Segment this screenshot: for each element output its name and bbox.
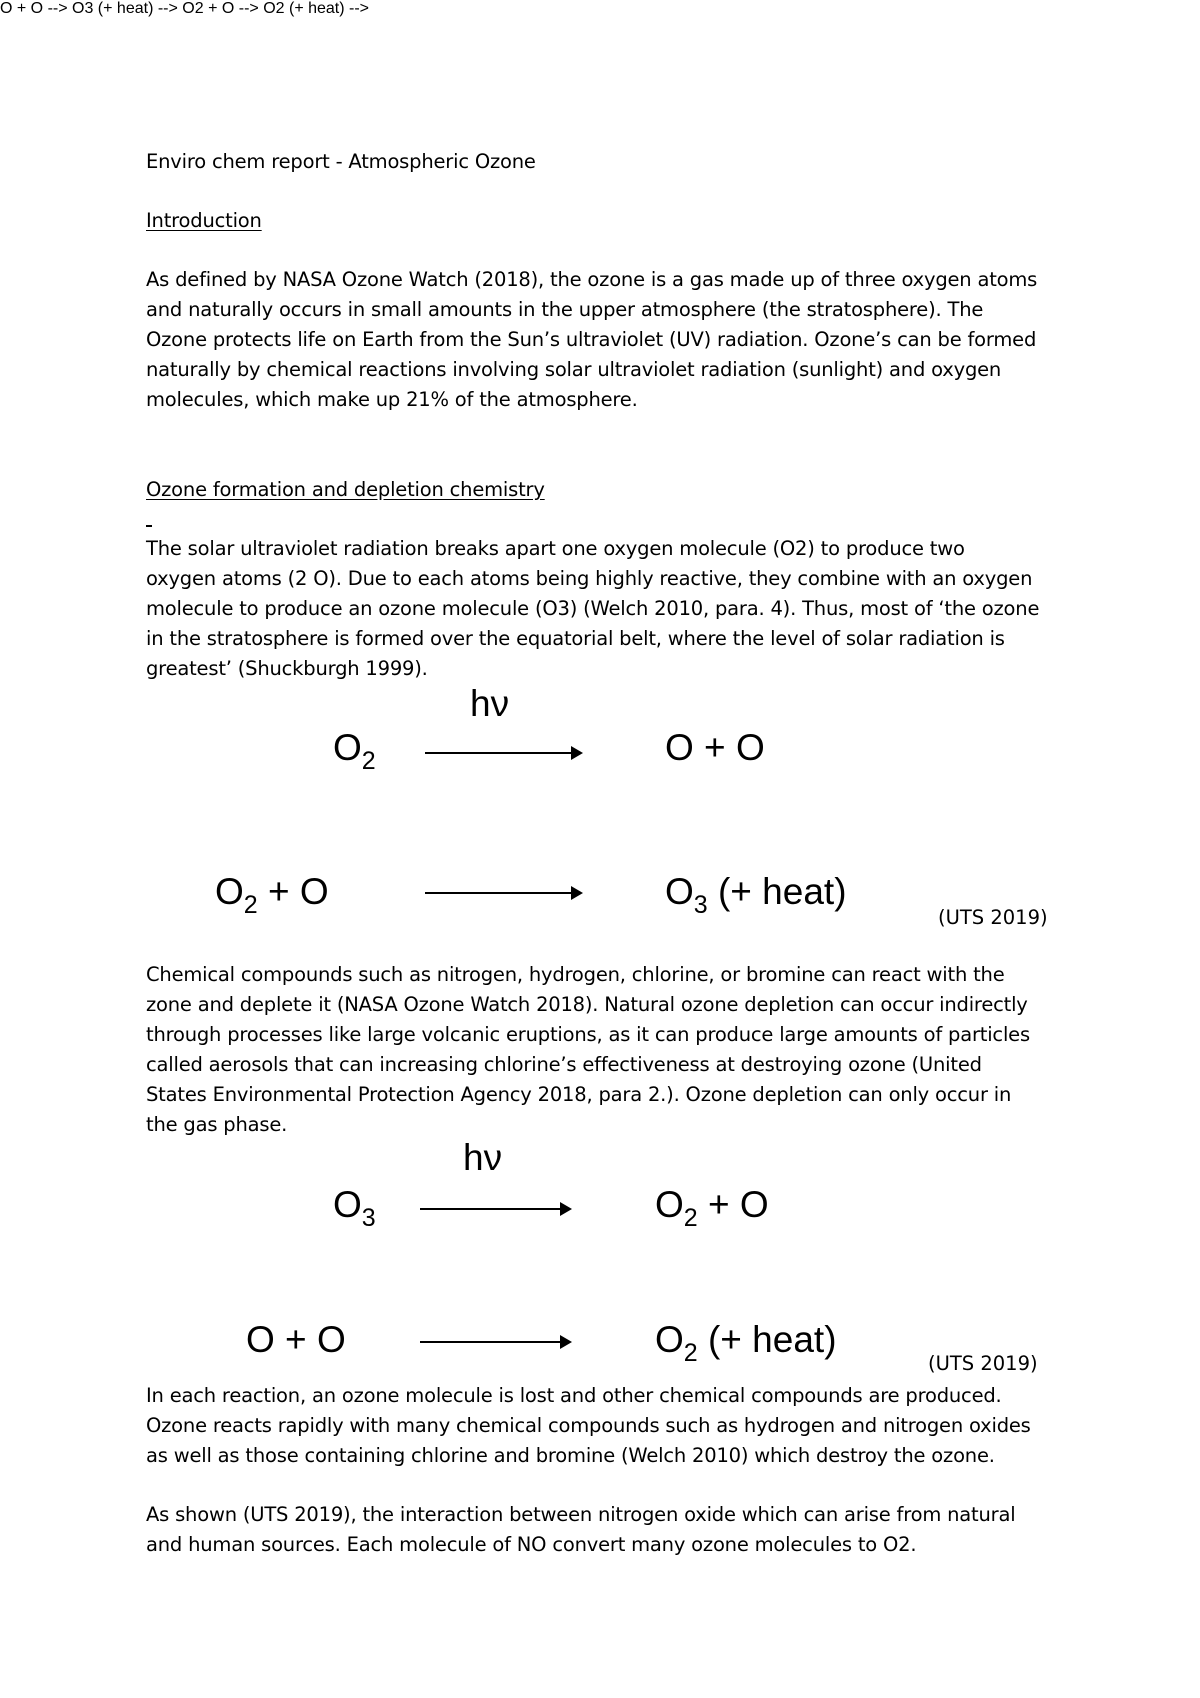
formation-line: molecule to produce an ozone molecule (O3) (Welch 2010, para. 4). Thus, most of ‘the ozone bbox=[146, 597, 1040, 620]
equation-2-left: $O_2 + O$ bbox=[215, 871, 329, 919]
intro-line: molecules, which make up 21% of the atmosphere. bbox=[146, 388, 638, 411]
formation-heading: Ozone formation and depletion chemistry bbox=[146, 478, 545, 501]
equation-3-left: $O_3$ bbox=[333, 1184, 376, 1232]
formation-line: greatest’ (Shuckburgh 1999). bbox=[146, 657, 428, 680]
document-title: Enviro chem report - Atmospheric Ozone bbox=[146, 150, 536, 173]
equation-4-right: $O_2$ (+ heat) bbox=[655, 1319, 837, 1367]
intro-line: naturally by chemical reactions involving solar ultraviolet radiation (sunlight) and oxygen bbox=[146, 358, 1002, 381]
shown-line: As shown (UTS 2019), the interaction between nitrogen oxide which can arise from natural bbox=[146, 1503, 1016, 1526]
reaction-line: In each reaction, an ozone molecule is lost and other chemical compounds are produced. bbox=[146, 1384, 1002, 1407]
heading-dash bbox=[146, 525, 152, 527]
reaction-arrow bbox=[420, 1335, 572, 1349]
formation-line: in the stratosphere is formed over the equatorial belt, where the level of solar radiation is bbox=[146, 627, 1005, 650]
reaction-arrow bbox=[425, 886, 583, 900]
citation-uts: (UTS 2019) bbox=[938, 906, 1048, 929]
depletion-line: zone and deplete it (NASA Ozone Watch 2018). Natural ozone depletion can occur indirectly bbox=[146, 993, 1028, 1016]
equation-1-left: $O_2$ bbox=[333, 727, 376, 775]
depletion-line: the gas phase. bbox=[146, 1113, 288, 1136]
shown-line: and human sources. Each molecule of NO convert many ozone molecules to O2. bbox=[146, 1533, 917, 1556]
equation-3-right: $O_2 + O$ bbox=[655, 1184, 769, 1232]
intro-line: As defined by NASA Ozone Watch (2018), the ozone is a gas made up of three oxygen atoms bbox=[146, 268, 1038, 291]
depletion-line: called aerosols that can increasing chlorine’s effectiveness at destroying ozone (United bbox=[146, 1053, 982, 1076]
document-page: Enviro chem report - Atmospheric Ozone Introduction As defined by NASA Ozone Watch (2018), the ozone is a gas made up of three oxygen atoms and naturally occurs in small amounts in the upper atmosphere (the stratosphere). The Ozone protects life on Earth from the Sun’s ultraviolet (UV) radiation. Ozone’s can be formed naturally by chemical reactions involving solar ultraviolet radiation (sunlight) and oxygen molecules, which make up 21% of the atmosphere. Ozone formation and depletion chemistry The solar ultraviolet radiation breaks apart one oxygen molecule (O2) to produce two oxygen atoms (2 O). Due to each atoms being highly reactive, they combine with an oxygen molecule to produce an ozone molecule (O3) (Welch 2010, para. 4). Thus, most of ‘the ozone in the stratosphere is formed over the equatorial belt, where the level of solar radiation is greatest’ (Shuckburgh 1999). O + O --> hν $O_2$ O + O O3 (+ heat) --> $O_2 + O$ $O_3$ (+ heat) (UTS 2019) Chemical compounds such as nitrogen, hydrogen, chlorine, or bromine can react with the zone and deplete it (NASA Ozone Watch 2018). Natural ozone depletion can occur indirectly through processes like large volcanic eruptions, as it can produce large amounts of particles called aerosols that can increasing chlorine’s effectiveness at destroying ozone (United States Environmental Protection Agency 2018, para 2.). Ozone depletion can only occur in the gas phase. O2 + O --> hν $O_3$ $O_2 + O$ O2 (+ heat) --> O + O $O_2$ (+ heat) (UTS 2019) In each reaction, an ozone molecule is lost and other chemical compounds are produced. Ozone reacts rapidly with many chemical compounds such as hydrogen and nitrogen oxides as well as those containing chlorine and bromine (Welch 2010) which destroy the ozone. As shown (UTS 2019), the interaction between nitrogen oxide which can arise from natural and human sources. Each molecule of NO convert many ozone molecules to O2. bbox=[0, 0, 1200, 1698]
formation-line: oxygen atoms (2 O). Due to each atoms being highly reactive, they combine with an oxygen bbox=[146, 567, 1033, 590]
equation-1-right: O + O bbox=[665, 727, 765, 768]
reaction-arrow bbox=[420, 1202, 572, 1216]
reaction-arrow bbox=[425, 746, 583, 760]
citation-uts: (UTS 2019) bbox=[928, 1352, 1038, 1375]
intro-line: Ozone protects life on Earth from the Sun’s ultraviolet (UV) radiation. Ozone’s can be formed bbox=[146, 328, 1037, 351]
hv-label: hν bbox=[463, 1137, 503, 1178]
equation-2-right: $O_3$ (+ heat) bbox=[665, 871, 847, 919]
intro-line: and naturally occurs in small amounts in the upper atmosphere (the stratosphere). The bbox=[146, 298, 984, 321]
depletion-line: Chemical compounds such as nitrogen, hydrogen, chlorine, or bromine can react with the bbox=[146, 963, 1005, 986]
formation-line: The solar ultraviolet radiation breaks apart one oxygen molecule (O2) to produce two bbox=[146, 537, 965, 560]
depletion-line: States Environmental Protection Agency 2018, para 2.). Ozone depletion can only occur in bbox=[146, 1083, 1012, 1106]
equation-4-left: O + O bbox=[246, 1319, 346, 1360]
intro-heading: Introduction bbox=[146, 209, 262, 232]
reaction-line: as well as those containing chlorine and bromine (Welch 2010) which destroy the ozone. bbox=[146, 1444, 995, 1467]
reaction-line: Ozone reacts rapidly with many chemical compounds such as hydrogen and nitrogen oxides bbox=[146, 1414, 1031, 1437]
depletion-line: through processes like large volcanic eruptions, as it can produce large amounts of particles bbox=[146, 1023, 1030, 1046]
hv-label: hν bbox=[470, 683, 510, 724]
